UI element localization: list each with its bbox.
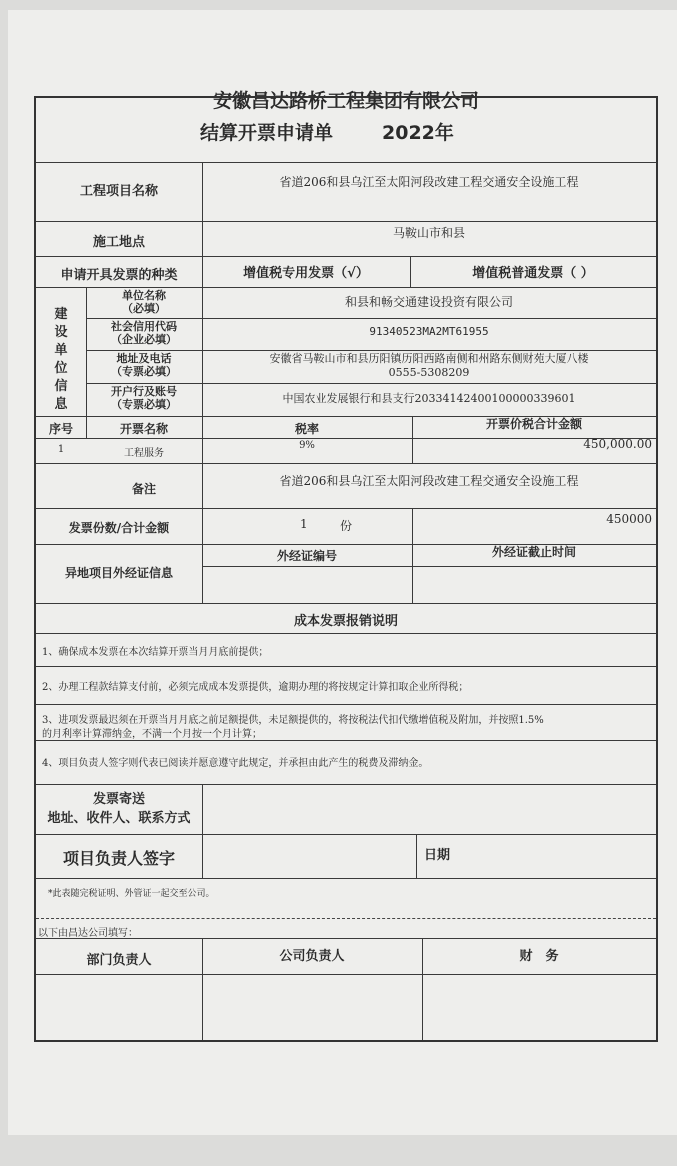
company-head-signature-field[interactable] [204, 976, 420, 1038]
project-name-value: 省道206和县乌江至太阳河段改建工程交通安全设施工程 [279, 175, 579, 189]
address-phone-value: 安徽省马鞍山市和县历阳镇历阳西路南侧和州路东侧财苑大厦八楼 0555-5308209 [269, 352, 589, 379]
vat-special-invoice-option: 增值税专用发票（√） [243, 266, 369, 281]
item-tax-rate: 9% [299, 440, 315, 451]
item-amount: 450,000.00 [583, 437, 652, 451]
dept-head-label: 部门负责人 [86, 953, 152, 968]
company-section-intro: 以下由昌达公司填写： [38, 928, 138, 939]
project-lead-signature-label: 项目负责人签字 [62, 849, 175, 868]
credit-code-label: 社会信用代码 （企业必填） [111, 320, 177, 346]
item-name: 工程服务 [124, 448, 164, 459]
cost-notes-title: 成本发票报销说明 [293, 614, 398, 629]
totals-label: 发票份数/合计金额 [68, 521, 170, 535]
remark-label: 备注 [131, 482, 156, 496]
construction-site-value: 马鞍山市和县 [392, 226, 465, 240]
project-lead-signature-field[interactable] [204, 836, 414, 876]
project-name-label: 工程项目名称 [79, 184, 158, 199]
offsite-info-label: 异地项目外经证信息 [64, 566, 173, 580]
col-invoice-name-header: 开票名称 [119, 422, 168, 436]
bank-account-label: 开户行及账号 （专票必填） [111, 385, 177, 411]
invoice-copies-unit: 份 [340, 519, 353, 533]
finance-signature-field[interactable] [424, 976, 654, 1038]
settlement-invoice-form [34, 96, 658, 1042]
offsite-cert-expiry-header: 外经证截止时间 [491, 545, 576, 559]
footnote: *此表随完税证明、外管证一起交至公司。 [48, 889, 215, 899]
unit-name-label: 单位名称 （必填） [122, 289, 166, 315]
credit-code-value: 91340523MA2MT61955 [369, 325, 489, 338]
unit-name-value: 和县和畅交通建设投资有限公司 [344, 295, 513, 309]
company-name: 安徽昌达路桥工程集团有限公司 [212, 90, 479, 112]
construction-site-label: 施工地点 [92, 235, 145, 250]
invoice-copies: 1 [300, 517, 308, 531]
cost-note-3-cont: 的月利率计算滞纳金，不满一个月按一个月计算； [42, 729, 262, 740]
form-year: 2022年 [382, 122, 454, 144]
company-head-label: 公司负责人 [279, 949, 345, 964]
total-amount: 450000 [606, 512, 652, 526]
cost-note-1: 1、确保成本发票在本次结算开票当月月底前提供； [42, 647, 269, 658]
remark-value: 省道206和县乌江至太阳河段改建工程交通安全设施工程 [279, 474, 579, 488]
date-field[interactable] [456, 836, 654, 876]
finance-label: 财 务 [519, 949, 559, 964]
invoice-mailing-label: 发票寄送 地址、收件人、联系方式 [47, 792, 191, 826]
cost-note-4: 4、项目负责人签字则代表已阅读并愿意遵守此规定，并承担由此产生的税费及滞纳金。 [42, 758, 429, 769]
bank-account-value: 中国农业发展银行和县支行20334142400100000339601 [282, 392, 576, 405]
col-tax-rate-header: 税率 [294, 422, 319, 436]
cost-note-3: 3、进项发票最迟须在开票当月月底之前足额提供，未足额提供的，将按税法代扣代缴增值税及附加，并按照1.5% [42, 715, 544, 726]
date-label: 日期 [424, 848, 451, 863]
form-title: 结算开票申请单 [200, 122, 334, 144]
vat-normal-invoice-option: 增值税普通发票（ ） [472, 266, 594, 281]
mailing-info-field[interactable] [204, 786, 654, 832]
address-phone-label: 地址及电话 （专票必填） [111, 352, 177, 378]
col-amount-header: 开票价税合计金额 [485, 417, 582, 431]
item-seq: 1 [57, 444, 65, 455]
col-seq-header: 序号 [48, 422, 73, 436]
offsite-cert-number-header: 外经证编号 [276, 549, 337, 563]
dept-head-signature-field[interactable] [38, 976, 200, 1038]
invoice-type-label: 申请开具发票的种类 [60, 268, 178, 283]
cost-note-2: 2、办理工程款结算支付前，必须完成成本发票提供，逾期办理的将按规定计算扣取企业所得税； [42, 682, 469, 693]
unit-info-side-label: 建 设 单 位 信 息 [54, 307, 68, 412]
